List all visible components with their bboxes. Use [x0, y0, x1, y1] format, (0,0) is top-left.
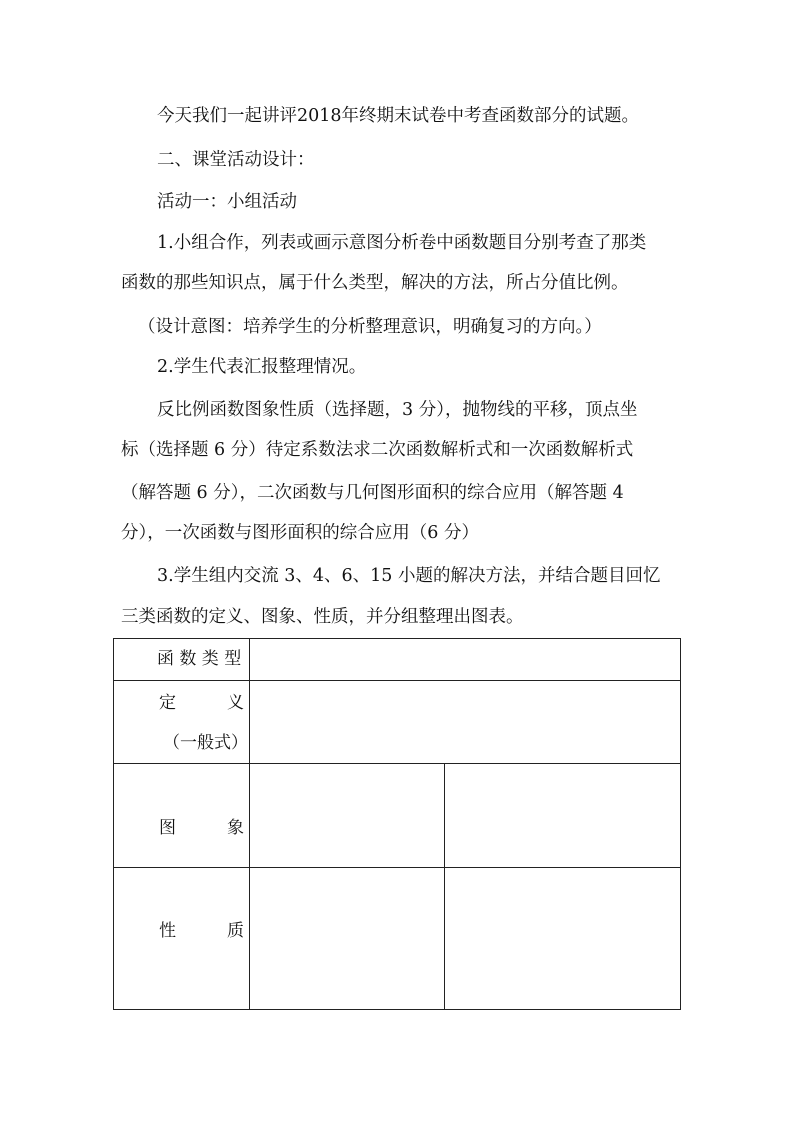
activity-heading: 活动一：小组活动	[157, 192, 297, 212]
label-general-form: （一般式）	[163, 733, 248, 753]
design-intent: （设计意图：培养学生的分析整理意识，明确复习的方向。）	[138, 317, 602, 337]
label-definition-right: 义	[227, 693, 244, 713]
summary-line-3: （解答题 6 分），二次函数与几何图形面积的综合应用（解答题 4	[121, 483, 624, 503]
label-graph-left: 图	[159, 818, 176, 838]
table-inner-column-divider	[444, 763, 445, 1010]
label-property-right: 质	[227, 921, 244, 941]
summary-line-1: 反比例函数图象性质（选择题，3 分），抛物线的平移，顶点坐	[157, 400, 638, 420]
table-label-column-divider	[249, 638, 250, 1010]
function-summary-table	[113, 638, 681, 1010]
table-border-bottom	[113, 1009, 681, 1010]
item-1-line-2: 函数的那些知识点，属于什么类型，解决的方法，所占分值比例。	[121, 273, 629, 293]
label-definition-left: 定	[159, 693, 176, 713]
summary-line-4: 分），一次函数与图形面积的综合应用（6 分）	[121, 523, 479, 543]
label-graph-right: 象	[227, 818, 244, 838]
section-heading: 二、课堂活动设计：	[157, 150, 315, 170]
table-border-left	[113, 638, 114, 1010]
table-row-divider-3	[113, 867, 681, 868]
item-3-line-2: 三类函数的定义、图象、性质，并分组整理出图表。	[121, 607, 524, 627]
item-2: 2.学生代表汇报整理情况。	[157, 357, 367, 377]
paragraph-intro: 今天我们一起讲评2018年终期末试卷中考查函数部分的试题。	[157, 106, 640, 126]
label-function-type: 函 数 类 型	[157, 649, 242, 669]
item-1-line-1: 1.小组合作，列表或画示意图分析卷中函数题目分别考查了那类	[157, 233, 647, 253]
item-3-line-1: 3.学生组内交流 3、4、6、15 小题的解决方法，并结合题目回忆	[157, 566, 661, 586]
table-border-top	[113, 638, 681, 639]
label-property-left: 性	[159, 921, 176, 941]
table-border-right	[680, 638, 681, 1010]
summary-line-2: 标（选择题 6 分）待定系数法求二次函数解析式和一次函数解析式	[121, 440, 634, 460]
table-row-divider-1	[113, 680, 681, 681]
table-row-divider-2	[113, 763, 681, 764]
